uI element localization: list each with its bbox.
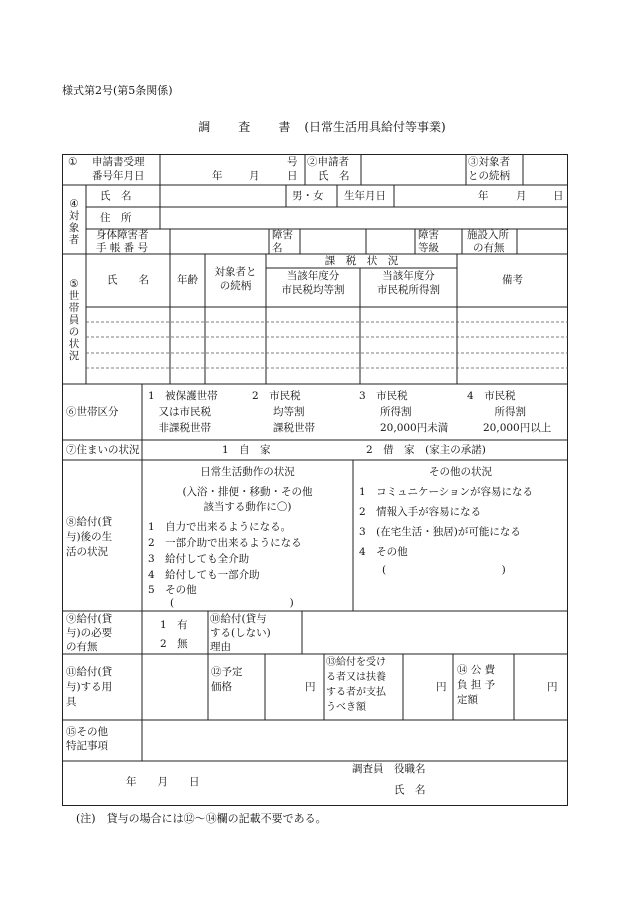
receipt-month: 月 xyxy=(249,170,260,182)
daily-item-4: 4 給付しても一部介助 xyxy=(148,569,260,581)
class-opt4-line1: 4 市民税 xyxy=(467,390,516,402)
subject-side-char-3: 象 xyxy=(68,222,80,234)
housing-rent: 2 借 家 (家主の承諾) xyxy=(366,444,486,456)
tax-income-header-line1: 当該年度分 xyxy=(382,270,435,282)
survey-form-table xyxy=(62,154,568,806)
class-opt1-line3: 非課税世帯 xyxy=(148,422,211,434)
title-subtitle: (日常生活用具給付等事業) xyxy=(304,120,446,134)
member-name-header: 氏 名 xyxy=(107,274,149,286)
dob-day: 日 xyxy=(553,190,564,202)
handbook-label-line1: 身体障害者 xyxy=(96,229,149,241)
public-yen: 円 xyxy=(547,681,558,693)
public-label-line1: ⑭ 公 費 xyxy=(457,664,496,676)
daily-item-2: 2 一部介助で出来るようになる xyxy=(148,537,302,549)
class-opt3-line2: 所得割 xyxy=(359,406,412,418)
reason-label-line3: 理由 xyxy=(210,641,231,653)
items-label-line1: ⑪給付(貸 xyxy=(66,666,113,678)
dob-year: 年 xyxy=(478,190,489,202)
items-label-line2: 与)する用 xyxy=(66,681,113,693)
applicant-label-line2: 氏 名 xyxy=(318,170,350,182)
class-opt2-line2: 均等割 xyxy=(252,406,305,418)
receipt-number-symbol: ① xyxy=(68,156,78,168)
relation-label-line2: との続柄 xyxy=(468,170,510,182)
subject-name-label: 氏 名 xyxy=(100,190,132,202)
burden-label-line4: うべき額 xyxy=(326,702,366,713)
investigator-name-label: 氏 名 xyxy=(394,784,426,796)
other-item-4: 4 その他 xyxy=(359,546,408,558)
title-char-1: 調 xyxy=(198,120,211,134)
daily-other-paren: ( ) xyxy=(170,597,294,609)
tax-equal-header-line1: 当該年度分 xyxy=(286,270,340,282)
daily-sub-line1: (入浴・排便・移動・その他 xyxy=(182,486,313,498)
other-item-2: 2 情報入手が容易になる xyxy=(359,506,482,518)
household-side-char-2: 世 xyxy=(68,290,80,302)
class-opt3-line1: 3 市民税 xyxy=(359,390,408,402)
class-opt4-line3: 20,000円以上 xyxy=(483,422,552,434)
daily-item-3: 3 給付しても全介助 xyxy=(148,553,250,565)
subject-side-char-2: 対 xyxy=(68,210,80,222)
sex-option: 男・女 xyxy=(292,190,324,202)
form-number: 様式第2号(第5条関係) xyxy=(62,84,173,97)
tax-status-header: 課 税 状 況 xyxy=(324,255,399,267)
necessity-label-line2: 与)の必要 xyxy=(66,627,113,639)
daily-title: 日常生活動作の状況 xyxy=(200,466,295,478)
reason-label-line1: ⑩給付(貸与 xyxy=(210,613,267,625)
relation-header-line1: 対象者と xyxy=(214,266,257,278)
notes-header: 備考 xyxy=(502,274,523,286)
housing-own: 1 自 家 xyxy=(222,444,271,456)
household-side-char-3: 帯 xyxy=(68,302,80,314)
burden-label-line3: する者が支払 xyxy=(326,687,386,698)
address-label: 住 所 xyxy=(100,212,132,224)
price-label-line1: ⑫予定 xyxy=(211,666,243,678)
handbook-label-line2: 手 帳 番 号 xyxy=(96,242,149,254)
household-side-char-4: 員 xyxy=(68,314,80,326)
grade-label-line1: 障害 xyxy=(418,229,439,241)
burden-yen: 円 xyxy=(436,681,447,693)
title-char-2: 査 xyxy=(238,120,251,134)
class-opt2-line3: 課税世帯 xyxy=(252,422,315,434)
reason-label-line2: する(しない) xyxy=(210,627,271,639)
receipt-label-line2: 番号年月日 xyxy=(92,170,145,182)
daily-item-5: 5 その他 xyxy=(148,584,197,596)
disability-label-line2: 名 xyxy=(272,242,283,254)
classification-label: ⑥世帯区分 xyxy=(66,406,119,418)
relation-label-line1: ③対象者 xyxy=(468,156,510,168)
class-opt1-line1: 1 被保護世帯 xyxy=(148,390,218,402)
survey-date: 年 月 日 xyxy=(126,776,200,788)
document-title xyxy=(0,118,630,135)
facility-label-line2: の有無 xyxy=(473,242,505,254)
housing-label: ⑦住まいの状況 xyxy=(66,444,140,456)
relation-header-line2: の続柄 xyxy=(219,280,252,292)
necessity-yes: 1 有 xyxy=(160,619,188,631)
price-yen: 円 xyxy=(305,681,316,693)
price-label-line2: 価格 xyxy=(211,681,232,693)
tax-equal-header-line2: 市民税均等割 xyxy=(281,284,345,296)
household-side-char-6: 状 xyxy=(68,338,80,350)
applicant-label-line1: ②申請者 xyxy=(307,156,349,168)
public-label-line2: 負 担 予 xyxy=(457,679,496,691)
daily-item-1: 1 自力で出来るようになる。 xyxy=(148,521,292,533)
daily-sub-line2: 該当する動作に〇) xyxy=(203,501,292,513)
after-label-line1: ⑧給付(貸 xyxy=(66,516,113,528)
necessity-label-line1: ⑨給付(貸 xyxy=(66,613,113,625)
other-paren: ( ) xyxy=(382,564,506,576)
subject-side-label xyxy=(64,198,84,246)
receipt-day: 日 xyxy=(287,170,298,182)
remarks-label-line2: 特記事項 xyxy=(66,740,108,752)
remarks-label-line1: ⑮その他 xyxy=(66,726,108,738)
household-side-char-7: 況 xyxy=(68,350,80,362)
facility-label-line1: 施設入所 xyxy=(467,229,509,241)
disability-label-line1: 障害 xyxy=(272,229,293,241)
class-opt2-line1: 2 市民税 xyxy=(252,390,301,402)
subject-side-char-4: 者 xyxy=(68,234,80,246)
necessity-no: 2 無 xyxy=(160,638,188,650)
after-label-line2: 与)後の生 xyxy=(66,531,113,543)
footnote: (注) 貸与の場合には⑫～⑭欄の記載不要である。 xyxy=(76,812,327,825)
class-opt3-line3: 20,000円未満 xyxy=(359,422,449,434)
receipt-go: 号 xyxy=(287,156,298,168)
household-side-char-5: の xyxy=(68,326,80,338)
dob-month: 月 xyxy=(516,190,527,202)
household-side-char-1: ⑤ xyxy=(69,278,79,290)
title-char-3: 書 xyxy=(278,120,291,134)
other-item-1: 1 コミュニケーションが容易になる xyxy=(359,486,534,498)
subject-side-char-1: ④ xyxy=(69,198,79,210)
class-opt1-line2: 又は市民税 xyxy=(148,406,211,418)
items-label-line3: 具 xyxy=(66,696,77,708)
household-side-label xyxy=(64,278,84,362)
burden-label-line2: る者又は扶養 xyxy=(326,672,386,683)
class-opt4-line2: 所得割 xyxy=(484,406,526,418)
receipt-label-line1: 申請書受理 xyxy=(92,156,145,168)
after-label-line3: 活の状況 xyxy=(66,546,108,558)
burden-label-line1: ⑬給付を受け xyxy=(326,657,386,668)
dob-label: 生年月日 xyxy=(344,190,386,202)
age-header: 年齢 xyxy=(177,274,198,286)
public-label-line3: 定額 xyxy=(457,694,478,706)
grade-label-line2: 等級 xyxy=(418,242,439,254)
receipt-year: 年 xyxy=(212,170,223,182)
necessity-label-line3: の有無 xyxy=(66,641,98,653)
tax-income-header-line2: 市民税所得割 xyxy=(377,284,440,296)
investigator-title: 調査員 役職名 xyxy=(352,763,426,775)
other-item-3: 3 (在宅生活・独居)が可能になる xyxy=(359,526,521,538)
other-title: その他の状況 xyxy=(429,466,492,478)
